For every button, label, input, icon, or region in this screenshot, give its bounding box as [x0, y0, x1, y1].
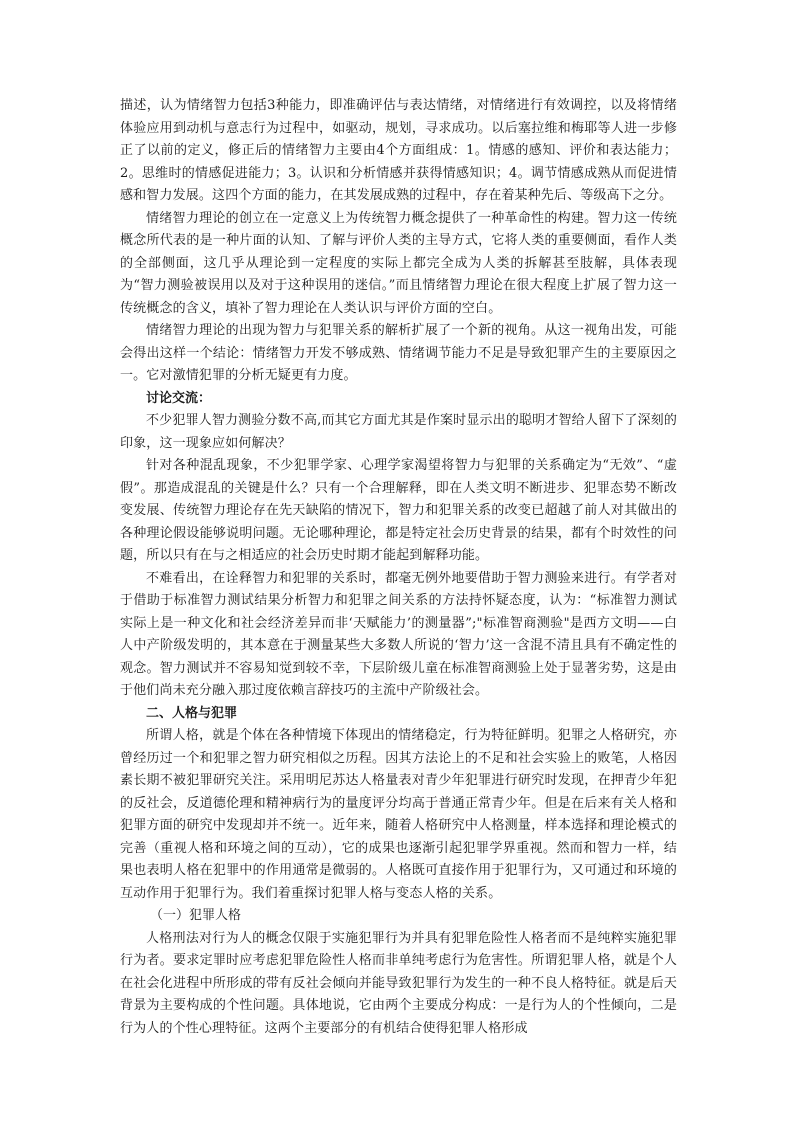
paragraph-emotional-intelligence-theory: 情绪智力理论的创立在一定意义上为传统智力概念提供了一种革命性的构建。智力这一传统概念所代表的是一种片面的认知、了解与评价人类的主导方式，它将人类的重要侧面，看作人类的全部侧面，这几乎从理论到一定程度的实际上都完全成为人类的拆解甚至肢解，具体表现为“智力测验被误用以及对于这种误用的迷信。”而且情绪智力理论在很大程度上扩展了智力这一传统概念的含义，填补了智力理论在人类认识与评价方面的空白。: [120, 210, 677, 316]
document-page: [120, 95, 677, 1040]
paragraph-intelligence-testing: 不难看出，在诠释智力和犯罪的关系时，都毫无例外地要借助于智力测验来进行。有学者对于借助于标准智力测试结果分析智力和犯罪之间关系的方法持怀疑态度，认为：“标准智力测试实际上是一种文化和社会经济差异而非‘天赋能力’的测量器”;"标准智商测验"是西方文明——白人中产阶级发明的，其本意在于测量某些大多数人所说的‘智力’这一含混不清且具有不确定性的观念。智力测试并不容易知觉到较不幸，下层阶级儿童在标准智商测验上处于显著劣势，这是由于他们尚未充分融入那过度依赖言辞技巧的主流中产阶级社会。: [120, 570, 677, 698]
paragraph-discussion-question: 不少犯罪人智力测验分数不高,而其它方面尤其是作案时显示出的聪明才智给人留下了深刻的印象，这一现象应如何解决？: [120, 413, 677, 451]
subsection-heading-criminal-personality: （一）犯罪人格: [150, 908, 242, 923]
paragraph-emotional-intelligence-definition: 描述，认为情绪智力包括3种能力，即准确评估与表达情绪，对情绪进行有效调控，以及将情绪体验应用到动机与意志行为过程中，如驱动，规划，寻求成功。以后塞拉维和梅耶等人进一步修正了以前的定义，修正后的情绪智力主要由4个方面组成：1。情感的感知、评价和表达能力；2。思维时的情感促进能力；3。认识和分析情感并获得情感知识；4。调节情感成熟从而促进情感和智力发展。这四个方面的能力，在其发展成熟的过程中，存在着某种先后、等级高下之分。: [120, 98, 677, 203]
paragraph-criminal-personality: 人格刑法对行为人的概念仅限于实施犯罪行为并具有犯罪危险性人格者而不是纯粹实施犯罪行为者。要求定罪时应考虑犯罪危险性人格而非单纯考虑行为危害性。所谓犯罪人格，就是个人在社会化进程中所形成的带有反社会倾向并能导致犯罪行为发生的一种不良人格特征。就是后天背景为主要构成的个性问题。具体地说，它由两个主要成分构成：一是行为人的个性倾向，二是行为人的个性心理特征。这两个主要部分的有机结合使得犯罪人格形成: [120, 930, 677, 1036]
paragraph-confusion-explanation: 针对各种混乱现象，不少犯罪学家、心理学家渴望将智力与犯罪的关系确定为“无效”、“虚假”。那造成混乱的关键是什么？只有一个合理解释，即在人类文明不断进步、犯罪态势不断改变发展、传统智力理论存在先天缺陷的情况下，智力和犯罪关系的改变已超越了前人对其做出的各种理论假设能够说明问题。无论哪种理论，都是特定社会历史背景的结果，都有个时效性的问题，所以只有在与之相适应的社会历史时期才能起到解释功能。: [120, 458, 677, 563]
section-heading-personality-crime: 二、人格与犯罪: [146, 705, 238, 721]
paragraph-new-perspective: 情绪智力理论的出现为智力与犯罪关系的解析扩展了一个新的视角。从这一视角出发，可能会得出这样一个结论：情绪智力开发不够成熟、情绪调节能力不足是导致犯罪产生的主要原因之一。它对激情犯罪的分析无疑更有力度。: [120, 323, 677, 383]
discussion-heading: 讨论交流：: [146, 390, 212, 406]
paragraph-personality-definition: 所谓人格，就是个体在各种情境下体现出的情绪稳定，行为特征鲜明。犯罪之人格研究，亦曾经历过一个和犯罪之智力研究相似之历程。因其方法论上的不足和社会实验上的败笔，人格因素长期不被犯罪研究关注。采用明尼苏达人格量表对青少年犯罪进行研究时发现，在押青少年犯的反社会，反道德伦理和精神病行为的量度评分均高于普通正常青少年。但是在后来有关人格和犯罪方面的研究中发现却并不统一。近年来，随着人格研究中人格测量，样本选择和理论模式的完善（重视人格和环境之间的互动），它的成果也逐渐引起犯罪学界重视。然而和智力一样，结果也表明人格在犯罪中的作用通常是微弱的。人格既可直接作用于犯罪行为，又可通过和环境的互动作用于犯罪行为。我们着重探讨犯罪人格与变态人格的关系。: [120, 728, 677, 901]
